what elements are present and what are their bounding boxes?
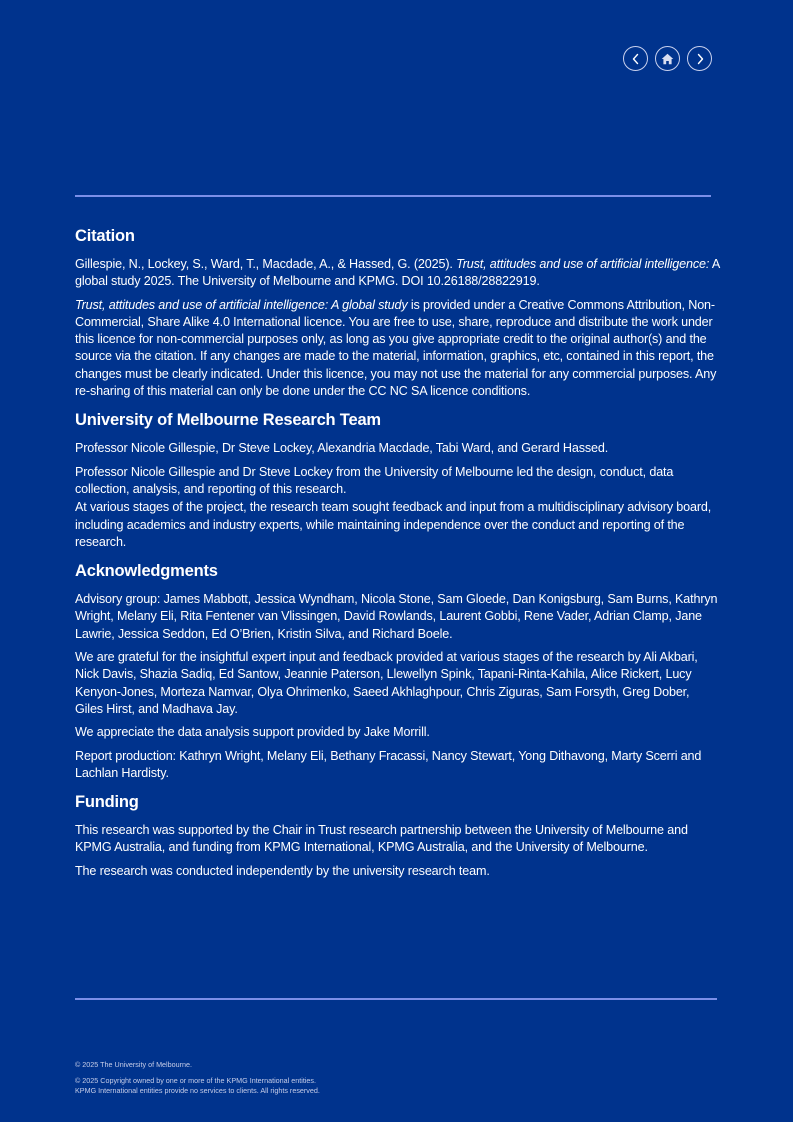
report-production: Report production: Kathryn Wright, Melany Eli, Bethany Fracassi, Nancy Stewart, Yong Dithavong, Marty Scerri and Lachlan Hardisty. — [75, 748, 702, 780]
copyright-kpmg-line2: KPMG International entities provide no services to clients. All rights reserved. — [75, 1086, 320, 1095]
citation-authors: Gillespie, N., Lockey, S., Ward, T., Macdade, A., & Hassed, G. (2025). — [75, 257, 457, 271]
advisory-group: Advisory group: James Mabbott, Jessica Wyndham, Nicola Stone, Sam Gloede, Dan Konigsburg, Sam Burns, Kathryn Wright, Melany Eli, Rita Fentener van Vlissingen, David Rowlands, Laurent Gobbi, Rene Vader, Adrian Clamp, Jane Lawrie, Jessica Seddon, Ed O’Brien, Kristin Silva, and Richard Boele. — [75, 592, 718, 641]
licence-text: is provided under a Creative Commons Attribution, Non-Commercial, Share Alike 4.0 International licence. You are free to use, share, reproduce and distribute the work under this licence for non-commercial purposes only, as long as you give appropriate credit to the original author(s) and the source via the citation. If any changes are made to the material, information, graphics, etc, contained in this report, the changes must be clearly indicated. Under this licence, you may not use the material for any commercial purposes. Any re-sharing of this material can only be done under the CC NC SA licence conditions. — [75, 297, 717, 399]
chevron-left-icon — [631, 53, 641, 65]
next-page-button[interactable] — [687, 46, 712, 71]
previous-page-button[interactable] — [623, 46, 648, 71]
research-team-heading: University of Melbourne Research Team — [75, 411, 381, 430]
expert-input: We are grateful for the insightful expert input and feedback provided at various stages of the research by Ali Akbari, Nick Davis, Shazia Sadiq, Ed Santow, Jeannie Paterson, Llewellyn Spink, Tapani-Rinta-Kahila, Alice Rickert, Lucy Kenyon-Jones, Morteza Namvar, Olya Ohrimenko, Saeed Akhlaghpour, Chris Ziguras, Sam Forsyth, Greg Dober, Giles Hirst, and Madhava Jay. — [75, 650, 698, 716]
research-team-section — [75, 410, 720, 551]
licence-report-title: Trust, attitudes and use of artificial intelligence: A global study — [75, 297, 408, 312]
chevron-right-icon — [695, 53, 705, 65]
citation-reference — [75, 256, 720, 291]
page-navigation — [623, 46, 712, 71]
funding-support: This research was supported by the Chair in Trust research partnership between the University of Melbourne and KPMG Australia, and funding from KPMG International, KPMG Australia, and the University of Melbourne. — [75, 823, 688, 855]
research-team-advisory: At various stages of the project, the research team sought feedback and input from a multidisciplinary advisory board, including academics and industry experts, while maintaining independence over the conduct and reporting of the research. — [75, 500, 712, 549]
citation-section — [75, 226, 720, 400]
copyright-kpmg-line1: © 2025 Copyright owned by one or more of the KPMG International entities. — [75, 1076, 317, 1085]
citation-heading: Citation — [75, 227, 135, 245]
research-team-leads: Professor Nicole Gillespie and Dr Steve Lockey from the University of Melbourne led the design, conduct, data collection, analysis, and reporting of this research. — [75, 464, 674, 496]
funding-heading: Funding — [75, 793, 139, 812]
main-content — [75, 226, 720, 890]
funding-section — [75, 792, 720, 880]
copyright-uom: © 2025 The University of Melbourne. — [75, 1060, 193, 1069]
acknowledgments-section — [75, 561, 720, 782]
funding-independence: The research was conducted independently by the university research team. — [75, 863, 490, 878]
citation-details: A global study 2025. The University of Melbourne and KPMG. DOI 10.26188/28822919. — [75, 257, 720, 289]
footer — [75, 1060, 320, 1096]
home-button[interactable] — [655, 46, 680, 71]
citation-licence — [75, 297, 720, 401]
bottom-divider — [75, 998, 717, 1000]
citation-title: Trust, attitudes and use of artificial intelligence: — [456, 257, 710, 271]
top-divider — [75, 195, 711, 197]
research-team-members: Professor Nicole Gillespie, Dr Steve Lockey, Alexandria Macdade, Tabi Ward, and Gerard Hassed. — [75, 441, 609, 456]
data-analysis-support: We appreciate the data analysis support provided by Jake Morrill. — [75, 725, 430, 740]
home-icon — [661, 53, 674, 65]
acknowledgments-heading: Acknowledgments — [75, 562, 218, 581]
